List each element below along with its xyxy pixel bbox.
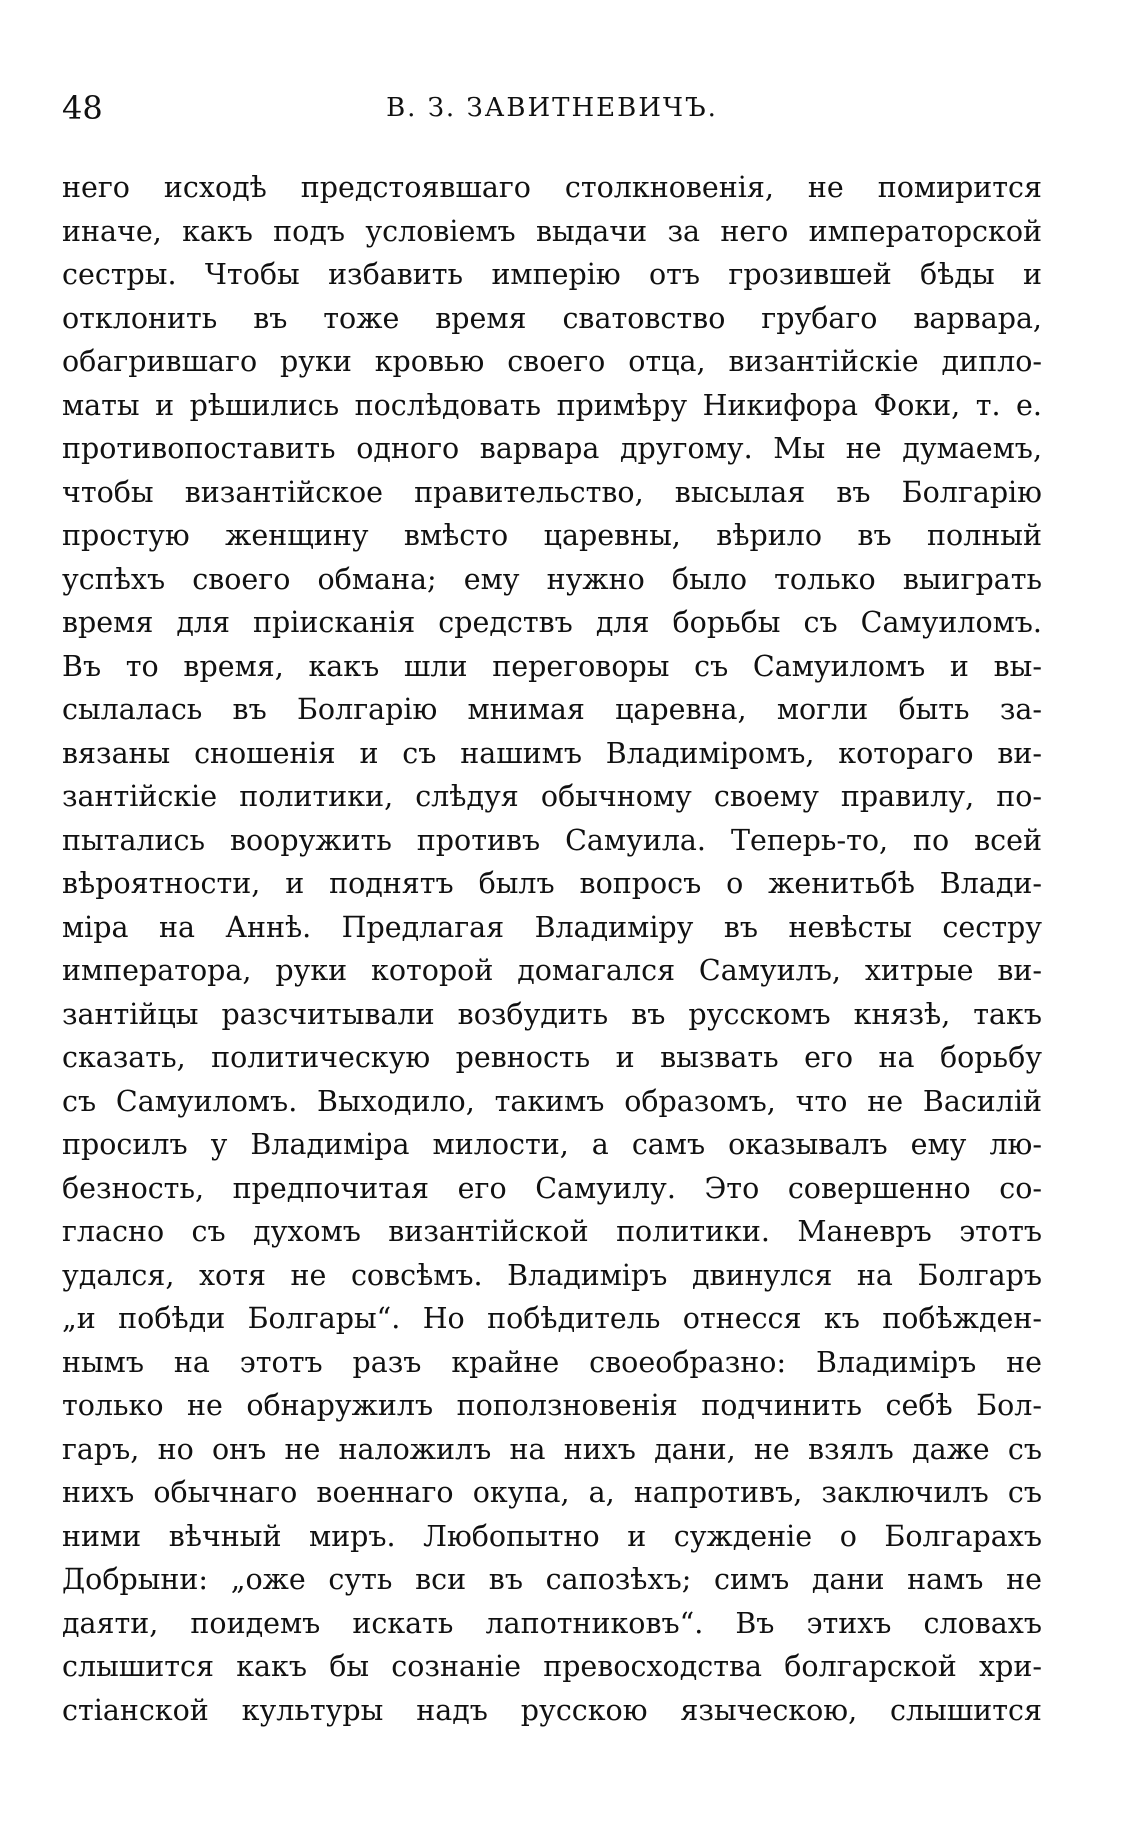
text-line: съ Самуиломъ. Выходило, такимъ образомъ, что не Василій <box>62 1084 1042 1118</box>
text-line: Добрыни: „оже суть вси въ сапозѣхъ; симъ дани намъ не <box>62 1563 1042 1596</box>
text-line: Въ то время, какъ шли переговоры съ Самуиломъ и вы- <box>62 649 1042 683</box>
text-line: отклонить въ тоже время сватовство грубаго варвара, <box>62 301 1042 335</box>
text-line: сказать, политическую ревность и вызвать его на борьбу <box>62 1041 1042 1074</box>
text-line: удался, хотя не совсѣмъ. Владиміръ двинулся на Болгаръ <box>62 1258 1042 1292</box>
text-line: сестры. Чтобы избавить имперію отъ грозившей бѣды и <box>62 258 1042 291</box>
text-line: гласно съ духомъ византійской политики. Маневръ этотъ <box>62 1215 1042 1248</box>
body-text <box>62 166 1042 1732</box>
page-number: 48 <box>62 89 103 127</box>
text-line: маты и рѣшились послѣдовать примѣру Никифора Фоки, т. е. <box>62 388 1042 422</box>
text-line: даяти, поидемъ искать лапотниковъ“. Въ этихъ словахъ <box>62 1606 1042 1640</box>
text-line: ними вѣчный миръ. Любопытно и сужденіе о Болгарахъ <box>62 1519 1042 1553</box>
text-line: чтобы византійское правительство, высылая въ Болгарію <box>62 475 1042 509</box>
text-line: простую женщину вмѣсто царевны, вѣрило въ полный <box>62 519 1042 552</box>
text-line: безность, предпочитая его Самуилу. Это совершенно со- <box>62 1171 1042 1205</box>
text-line: нихъ обычнаго военнаго окупа, а, напротивъ, заключилъ съ <box>62 1476 1042 1509</box>
text-line: сылалась въ Болгарію мнимая царевна, могли быть за- <box>62 693 1042 726</box>
text-line: „и побѣди Болгары“. Но побѣдитель отнесся къ побѣжден- <box>62 1302 1042 1335</box>
text-line: вязаны сношенія и съ нашимъ Владиміромъ, котораго ви- <box>62 736 1042 770</box>
text-line: гаръ, но онъ не наложилъ на нихъ дани, не взялъ даже съ <box>62 1432 1042 1466</box>
text-line: зантійскіе политики, слѣдуя обычному своему правилу, по- <box>62 780 1042 813</box>
text-line: нымъ на этотъ разъ крайне своеобразно: Владиміръ не <box>62 1345 1042 1379</box>
text-line: вѣроятности, и поднятъ былъ вопросъ о женитьбѣ Влади- <box>62 867 1042 900</box>
text-line: только не обнаружилъ поползновенія подчинить себѣ Бол- <box>62 1389 1042 1422</box>
text-line: зантійцы разсчитывали возбудить въ русскомъ князѣ, такъ <box>62 997 1042 1031</box>
text-line: него исходѣ предстоявшаго столкновенія, не помирится <box>62 171 1042 204</box>
text-line: время для пріисканія средствъ для борьбы съ Самуиломъ. <box>62 606 1042 639</box>
text-line: міра на Аннѣ. Предлагая Владиміру въ невѣсты сестру <box>62 910 1042 944</box>
text-line: иначе, какъ подъ условіемъ выдачи за него императорской <box>62 214 1042 248</box>
running-head: В. З. ЗАВИТНЕВИЧЪ. <box>386 93 718 123</box>
text-line: успѣхъ своего обмана; ему нужно было только выиграть <box>62 562 1042 596</box>
text-line: стіанской культуры надъ русскою языческою, слышится <box>62 1693 1042 1727</box>
page-header <box>62 88 1042 128</box>
text-line: просилъ у Владиміра милости, а самъ оказывалъ ему лю- <box>62 1128 1042 1161</box>
text-line: слышится какъ бы сознаніе превосходства болгарской хри- <box>62 1650 1042 1683</box>
text-line: императора, руки которой домагался Самуилъ, хитрые ви- <box>62 954 1042 987</box>
text-line: обагрившаго руки кровью своего отца, византійскіе дипло- <box>62 345 1042 378</box>
text-line: противопоставить одного варвара другому. Мы не думаемъ, <box>62 432 1042 465</box>
text-line: пытались вооружить противъ Самуила. Теперь-то, по всей <box>62 823 1042 857</box>
